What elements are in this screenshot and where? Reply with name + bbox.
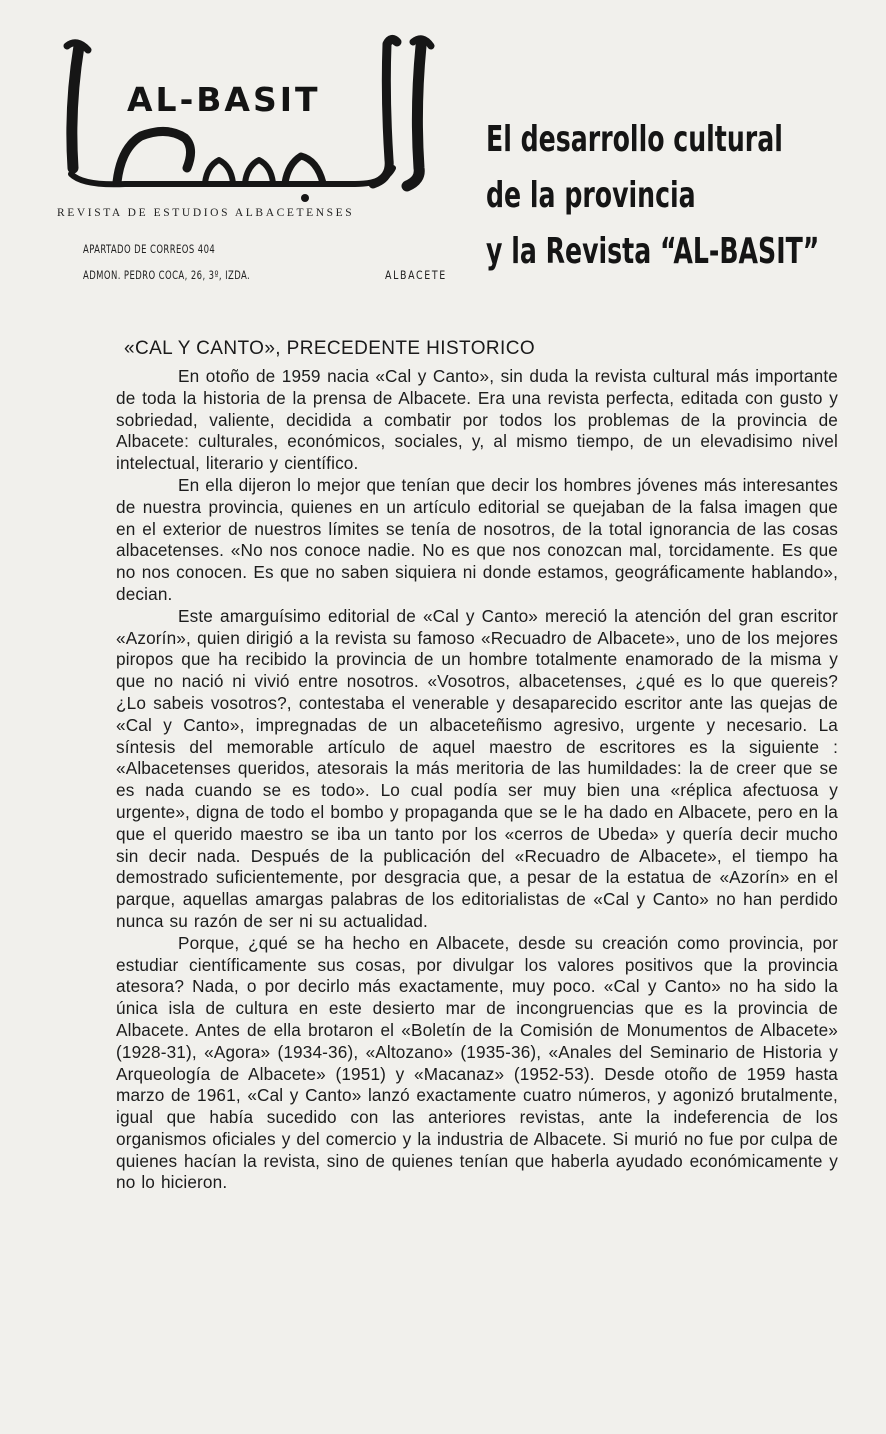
address-line-1: APARTADO DE CORREOS 404: [83, 242, 216, 256]
logo-latin-text: AL-BASIT: [127, 80, 321, 119]
masthead: [55, 28, 447, 288]
headline-line-1: El desarrollo cultural: [486, 119, 783, 160]
paragraph: Este amarguísimo editorial de «Cal y Canto» mereció la atención del gran escritor «Azorín», quien dirigió a la revista su famoso «Recuadro de Albacete», uno de los mejores piropos que ha recibido la provincia de un hombre totalmente enamorado de la misma y que no nació ni vivió entre nosotros. «Vosotros, albacetenses, ¿qué es lo que quereis? ¿Lo sabeis vosotros?, contestaba el venerable y desaparecido escritor ante las quejas de «Cal y Canto», impregnadas de un albaceteñismo agresivo, urgente y necesario. La síntesis del memorable artículo de aquel maestro de escritores es la siguiente : «Albacetenses queridos, atesorais la más meritoria de las humildades: la de creer que se es nada cuando se es todo». Lo cual podía ser muy bien una «réplica afectuosa y urgente», digna de todo el bombo y propaganda que se le ha dado en Albacete, pero en la que el querido maestro se iba un tanto por los «cerros de Ubeda» y quería decir mucho sin decir nada. Después de la publicación del «Recuadro de Albacete», el tiempo ha demostrado suficientemente, por desgracia que, a pesar de la estatua de «Azorín» en el parque, aquellas amargas palabras de los editorialistas de «Cal y Canto» no han perdido nunca su razón de ser ni su actualidad.: [116, 605, 838, 931]
paragraph: En ella dijeron lo mejor que tenían que decir los hombres jóvenes más interesantes de nuestra provincia, quienes en un artículo editorial se quejaban de la falsa imagen que en el exterior de nuestros límites se tenía de nosotros, de la total ignorancia de las cosas albacetenses. «No nos conoce nadie. No es que nos conozcan mal, torcidamente. Es que no nos conocen. Es que no saben siquiera ni donde estamos, geográficamente hablando», decian.: [116, 474, 838, 604]
paragraph: Porque, ¿qué se ha hecho en Albacete, desde su creación como provincia, por estudiar científicamente sus cosas, por divulgar los valores positivos que la provincia atesora? Nada, o por decirlo más exactamente, muy poco. «Cal y Canto» no ha sido la única isla de cultura en este desierto mar de incongruencias que es la provincia de Albacete. Antes de ella brotaron el «Boletín de la Comisión de Monumentos de Albacete» (1928-31), «Agora» (1934-36), «Altozano» (1935-36), «Anales del Seminario de Historia y Arqueología de Albacete» (1951) y «Macanaz» (1952-53). Desde otoño de 1959 hasta marzo de 1961, «Cal y Canto» lanzó exactamente cuatro números, y agonizó brutalmente, igual que había sucedido con las anteriores revistas, ante la indeferencia de los organismos oficiales y del comercio y la industria de Albacete. Si murió no fue por culpa de quienes hacían la revista, sino de quienes tenían que haberla ayudado económicamente y no lo hicieron.: [116, 932, 838, 1193]
headline: [486, 112, 820, 280]
headline-line-2: de la provincia: [486, 175, 696, 216]
address-line-2: ADMON. PEDRO COCA, 26, 3º, IZDA.: [83, 268, 251, 282]
masthead-subtitle: REVISTA DE ESTUDIOS ALBACETENSES: [57, 207, 355, 219]
address-city: ALBACETE: [385, 268, 447, 282]
paragraph: En otoño de 1959 nacia «Cal y Canto», sin duda la revista cultural más importante de toda la historia de la prensa de Albacete. Era una revista perfecta, editada con gusto y sobriedad, valiente, decidida a combatir por todos los problemas de la provincia de Albacete: culturales, económicos, sociales, y, al mismo tiempo, de un elevadisimo nivel intelectual, literario y científico.: [116, 366, 838, 474]
headline-line-3: y la Revista “AL-BASIT”: [486, 231, 820, 272]
article-body: [116, 338, 838, 1194]
section-title: «CAL Y CANTO», PRECEDENTE HISTORICO: [124, 338, 535, 359]
